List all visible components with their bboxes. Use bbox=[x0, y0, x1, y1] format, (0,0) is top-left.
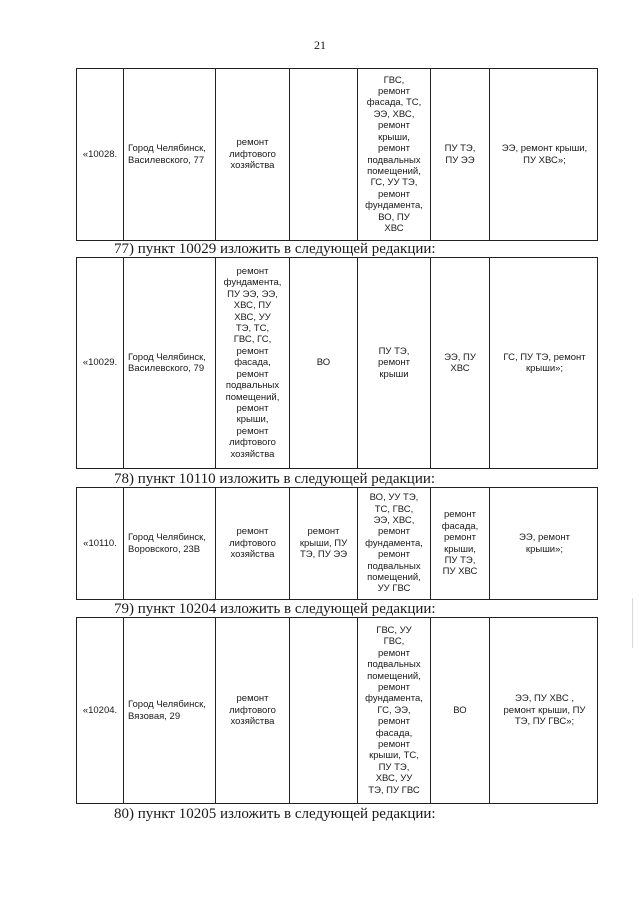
works-column-6: ПУ ТЭ, ПУ ЭЭ bbox=[431, 69, 490, 240]
page-number: 21 bbox=[314, 38, 326, 52]
clause-heading-79: 79) пункт 10204 изложить в следующей редакции: bbox=[114, 601, 436, 617]
works-column-7: ГС, ПУ ТЭ, ремонт крыши»; bbox=[503, 351, 586, 374]
works-column-5: ВО, УУ ТЭ, ТС, ГВС, ЭЭ, ХВС, ремонт фундамента, ремонт подвальных помещений, УУ ГВС bbox=[358, 488, 431, 599]
works-column-4: ремонт крыши, ПУ ТЭ, ПУ ЭЭ bbox=[290, 488, 358, 599]
address-cell: Город Челябинск, Василевского, 77 bbox=[124, 69, 216, 240]
clause-heading-77: 77) пункт 10029 изложить в следующей редакции: bbox=[114, 241, 436, 257]
works-column-4 bbox=[290, 69, 358, 240]
row-number-cell: «10110. bbox=[77, 488, 124, 599]
works-column-5: ГВС, УУ ГВС, ремонт подвальных помещений, ремонт фундамента, ГС, ЭЭ, ремонт фасада, ремонт крыши, ТС, ПУ ТЭ, ХВС, УУ ТЭ, ПУ ГВС bbox=[358, 618, 431, 803]
works-column-7: ЭЭ, ремонт крыши»; bbox=[519, 532, 570, 555]
works-column-3: ремонт лифтового хозяйства bbox=[216, 618, 290, 803]
scan-artifact-line bbox=[632, 598, 633, 648]
address-cell: Город Челябинск, Василевского, 79 bbox=[124, 258, 216, 468]
works-column-4: ВО bbox=[290, 258, 358, 468]
works-column-4 bbox=[290, 618, 358, 803]
clause-heading-78: 78) пункт 10110 изложить в следующей редакции: bbox=[114, 471, 436, 487]
works-column-3: ремонт фундамента, ПУ ЭЭ, ЭЭ, ХВС, ПУ ХВС, УУ ТЭ, ТС, ГВС, ГС, ремонт фасада, ремонт подвальных помещений, ремонт крыши, ремонт лифтового хозяйства bbox=[216, 258, 290, 468]
table-row-10204 bbox=[76, 617, 598, 804]
works-column-5: ПУ ТЭ, ремонт крыши bbox=[358, 258, 431, 468]
works-column-6: ВО bbox=[431, 618, 490, 803]
works-column-3: ремонт лифтового хозяйства bbox=[216, 69, 290, 240]
table-row-10029 bbox=[76, 257, 598, 469]
works-column-3: ремонт лифтового хозяйства bbox=[216, 488, 290, 599]
works-column-6: ремонт фасада, ремонт крыши, ПУ ТЭ, ПУ ХВС bbox=[431, 488, 490, 599]
table-row-10028 bbox=[76, 68, 598, 241]
address-cell: Город Челябинск, Воровского, 23В bbox=[124, 488, 216, 599]
works-column-5: ГВС, ремонт фасада, ТС, ЭЭ, ХВС, ремонт крыши, ремонт подвальных помещений, ГС, УУ ТЭ, ремонт фундамента, ВО, ПУ ХВС bbox=[358, 69, 431, 240]
clause-heading-80: 80) пункт 10205 изложить в следующей редакции: bbox=[114, 806, 436, 822]
works-column-7: ЭЭ, ремонт крыши, ПУ ХВС»; bbox=[501, 143, 588, 166]
works-column-6: ЭЭ, ПУ ХВС bbox=[431, 258, 490, 468]
row-number-cell: «10029. bbox=[77, 258, 124, 468]
works-column-7: ЭЭ, ПУ ХВС , ремонт крыши, ПУ ТЭ, ПУ ГВС»; bbox=[503, 693, 586, 728]
address-cell: Город Челябинск, Вязовая, 29 bbox=[124, 618, 216, 803]
row-number-cell: «10204. bbox=[77, 618, 124, 803]
table-row-10110 bbox=[76, 487, 598, 600]
row-number-cell: «10028. bbox=[77, 69, 124, 240]
